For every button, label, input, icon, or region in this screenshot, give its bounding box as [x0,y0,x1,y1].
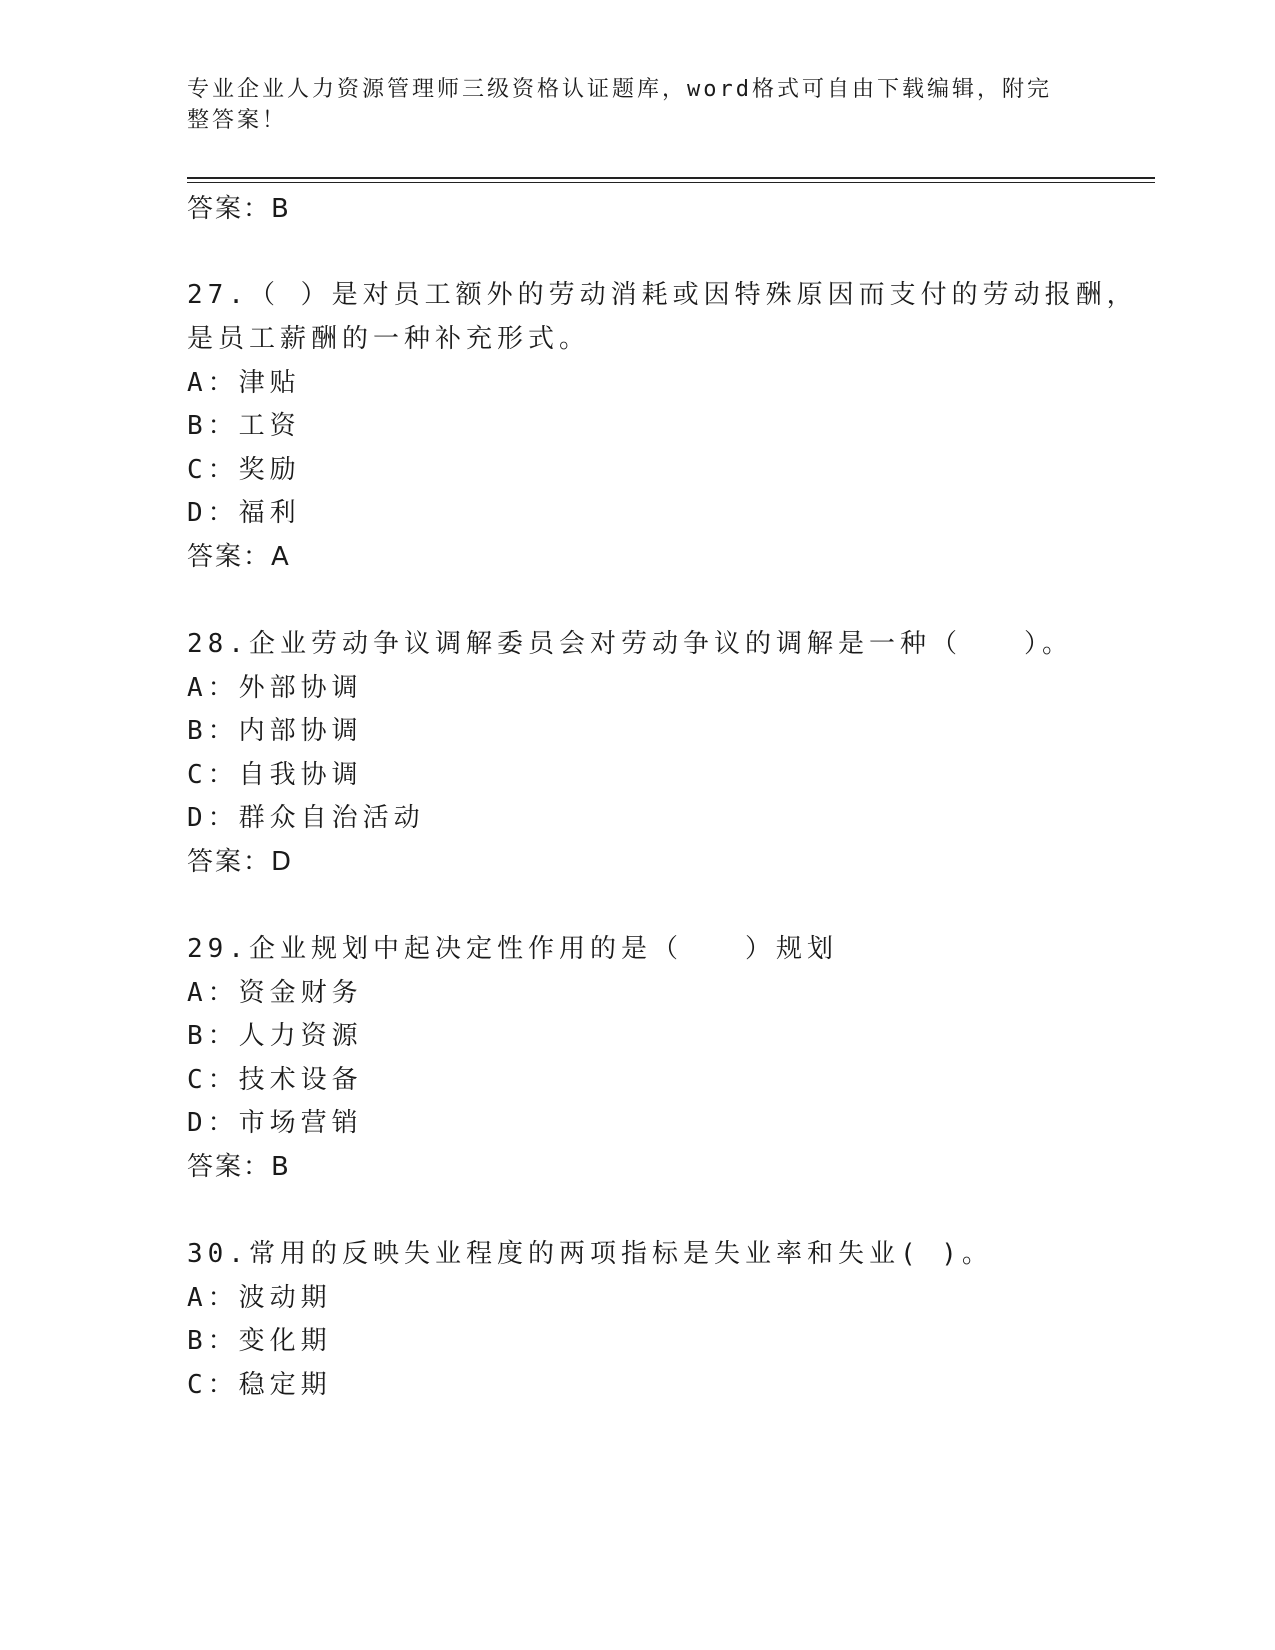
option-line: C：自我协调 [187,760,363,790]
option-line: A：津贴 [187,368,301,398]
option-line: B：工资 [187,411,301,441]
question-stem: 27.（ ）是对员工额外的劳动消耗或因特殊原因而支付的劳动报酬， [187,280,1138,310]
page-header-text: 专业企业人力资源管理师三级资格认证题库，word格式可自由下载编辑，附完整答案！ [187,77,1052,133]
option-line: D：市场营销 [187,1108,363,1138]
option-line: A：波动期 [187,1283,332,1313]
header-rule-thin [187,182,1155,183]
option-line: B：内部协调 [187,716,363,746]
option-line: C：技术设备 [187,1065,363,1095]
option-line: A：外部协调 [187,673,363,703]
option-line: D：群众自治活动 [187,803,425,833]
answer-line: 答案：A [187,542,291,572]
option-line: B：变化期 [187,1326,332,1356]
answer-line: 答案：B [187,1152,291,1182]
option-line: B：人力资源 [187,1021,363,1051]
header-rule [187,177,1155,179]
question-stem-cont: 是员工薪酬的一种补充形式。 [187,324,591,354]
answer-line: 答案：D [187,847,294,877]
question-stem: 30.常用的反映失业程度的两项指标是失业率和失业( )。 [187,1239,993,1269]
question-stem: 28.企业劳动争议调解委员会对劳动争议的调解是一种（ ）。 [187,629,1073,659]
question-stem: 29.企业规划中起决定性作用的是（ ）规划 [187,934,838,964]
option-line: D：福利 [187,498,301,528]
answer-line: 答案：B [187,194,291,224]
option-line: C：奖励 [187,455,301,485]
option-line: C：稳定期 [187,1370,332,1400]
option-line: A：资金财务 [187,978,363,1008]
